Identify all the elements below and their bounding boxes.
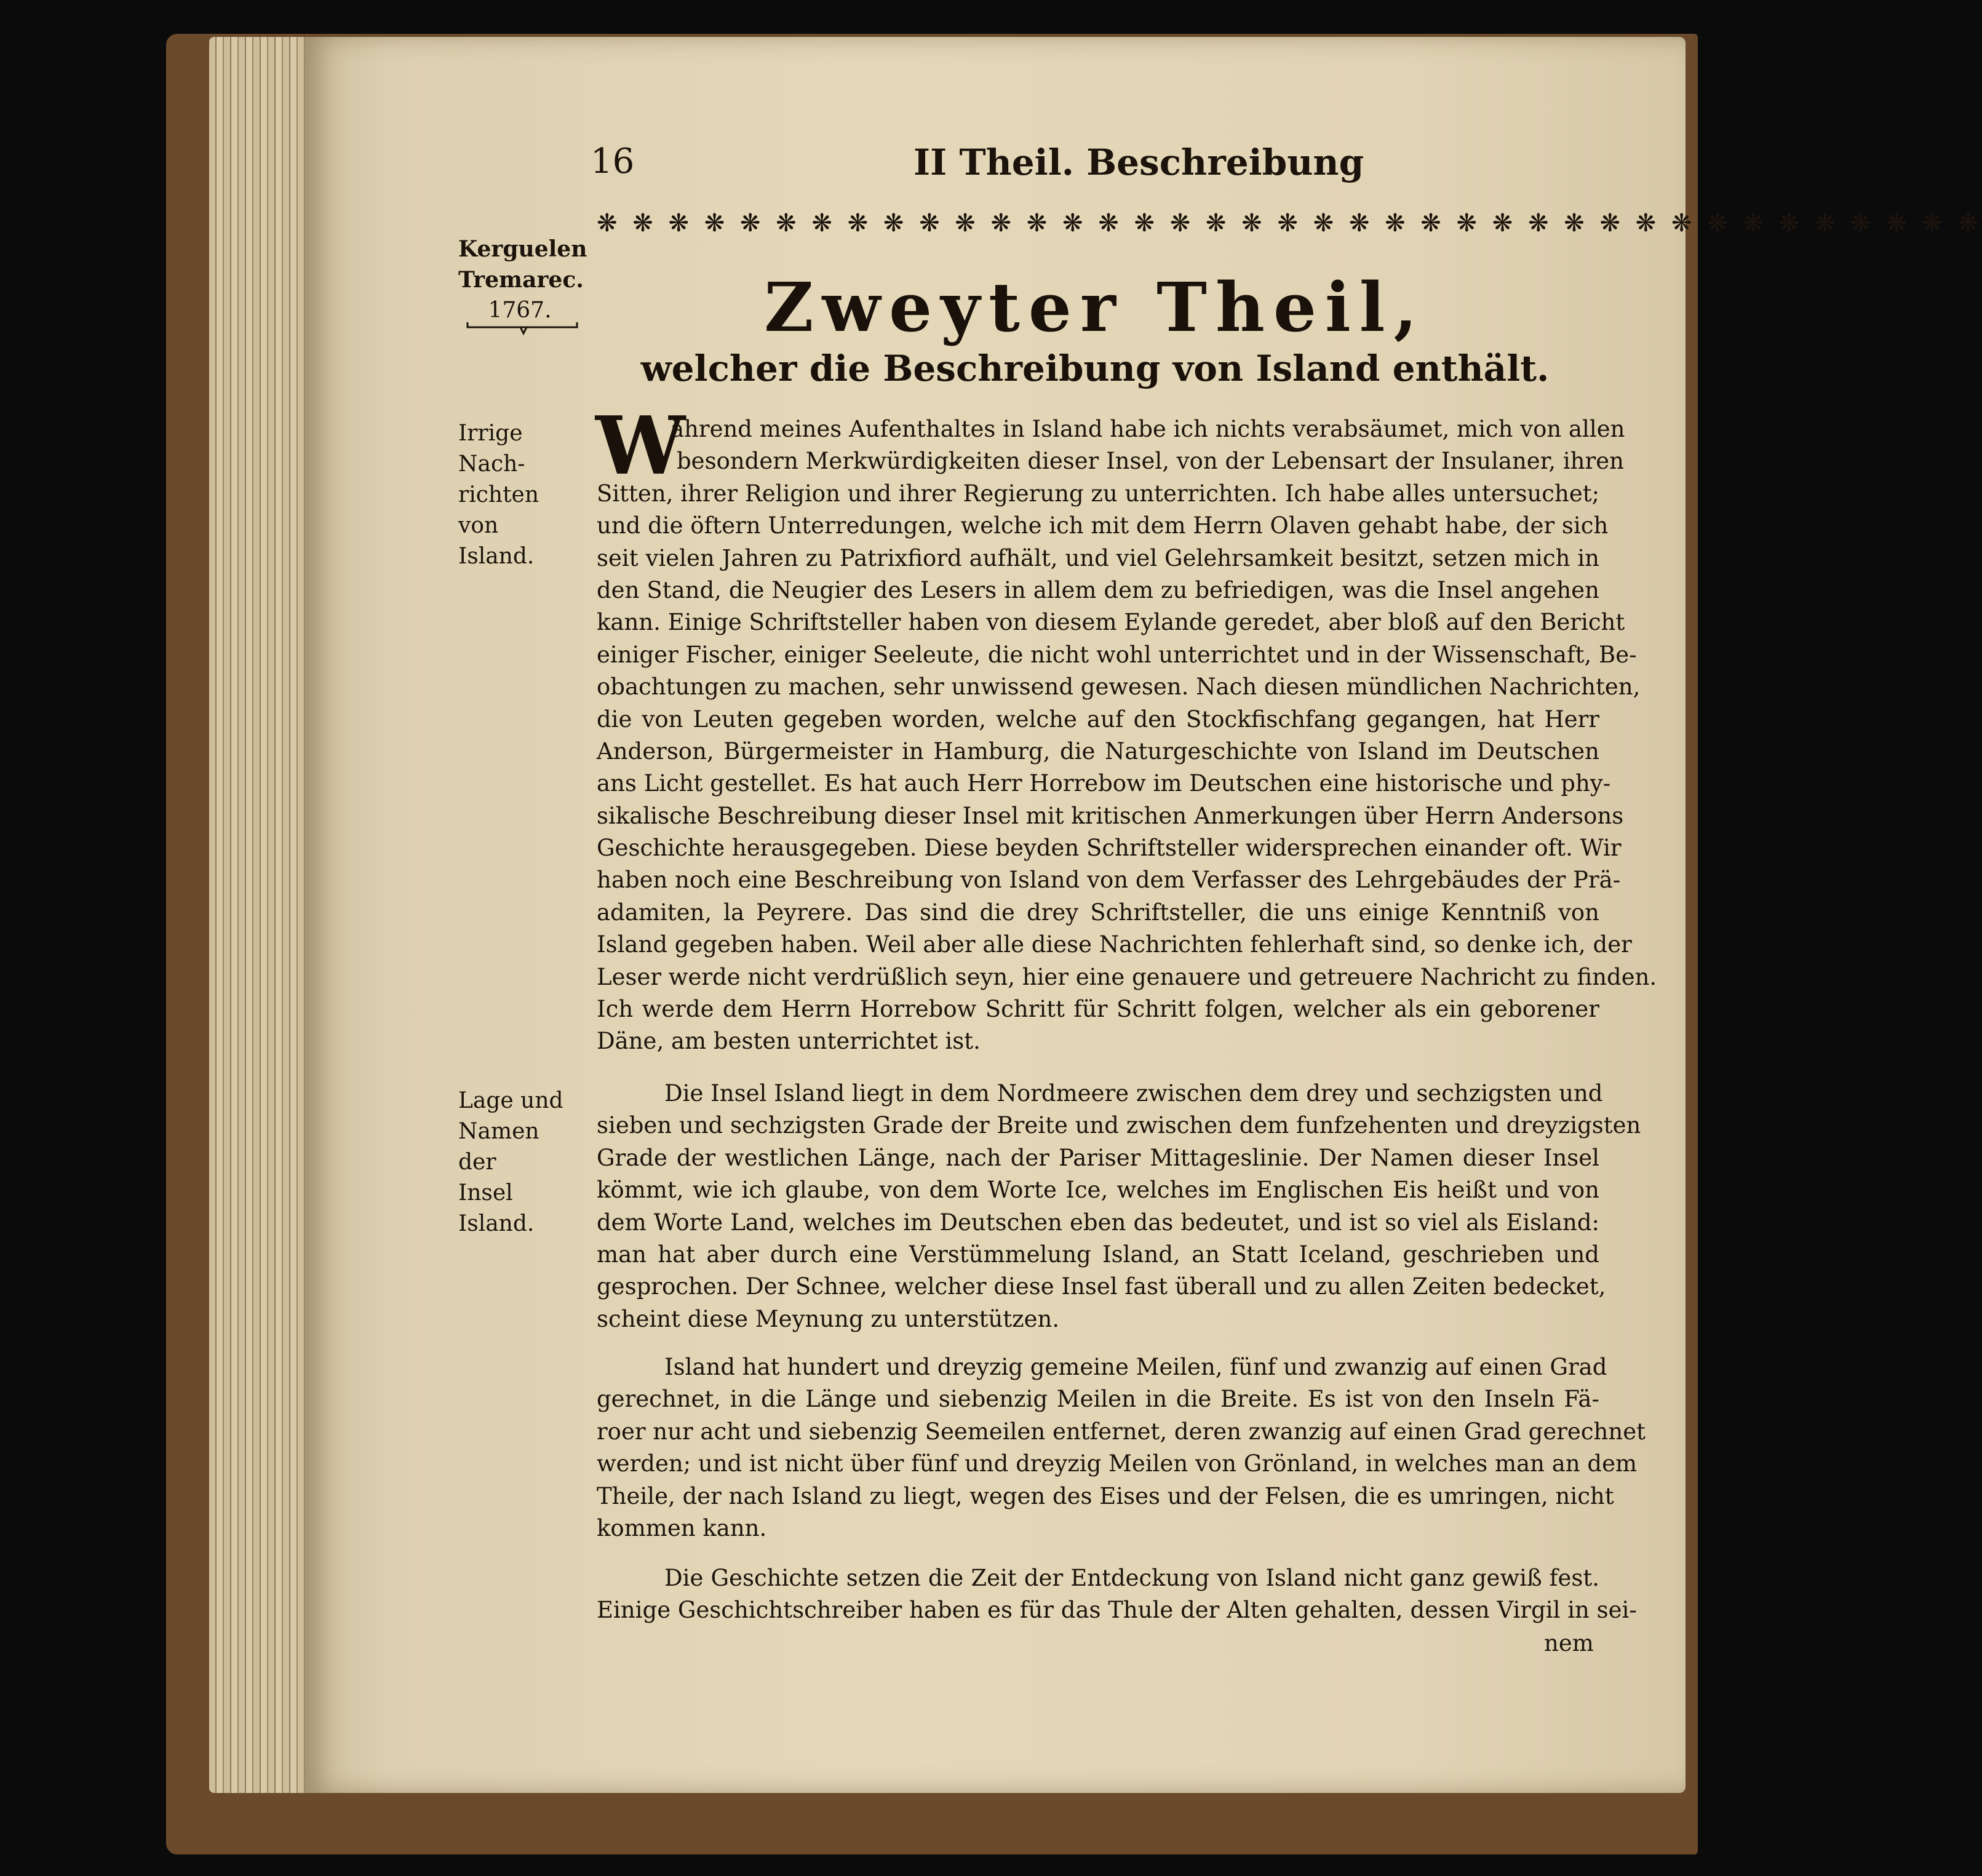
page-number: 16 <box>591 141 635 181</box>
margin-note-line: Lage und <box>458 1088 563 1113</box>
text-line: Theile, der nach Island zu liegt, wegen des Eises und der Felsen, die es umringen, nicht <box>597 1482 1614 1509</box>
text-line: Anderson, Bürgermeister in Hamburg, die Naturgeschichte von Island im Deutschen <box>597 737 1599 765</box>
margin-note-line: Tremarec. <box>458 267 584 293</box>
text-line: einiger Fischer, einiger Seeleute, die nicht wohl unterrichtet und in der Wissenschaft, Be- <box>597 641 1637 668</box>
margin-note-irrige <box>458 418 581 572</box>
paragraph-4 <box>597 1562 1637 1627</box>
section-subtitle: welcher die Beschreibung von Island enthält. <box>640 348 1550 389</box>
text-line: Die Insel Island liegt in dem Nordmeere zwischen dem drey und sechzigsten und <box>664 1080 1603 1107</box>
text-line: seit vielen Jahren zu Patrixfiord aufhält, und viel Gelehrsamkeit besitzt, setzen mich in <box>597 544 1599 571</box>
text-line: sikalische Beschreibung dieser Insel mit kritischen Anmerkungen über Herrn Andersons <box>597 802 1624 829</box>
text-line: besondern Merkwürdigkeiten dieser Insel, von der Lebensart der Insulaner, ihren <box>677 448 1624 475</box>
text-line: Die Geschichte setzen die Zeit der Entdeckung von Island nicht ganz gewiß fest. <box>664 1565 1599 1591</box>
text-line: obachtungen zu machen, sehr unwissend gewesen. Nach diesen mündlichen Nachrichten, <box>597 674 1641 701</box>
drop-cap: W <box>595 399 685 493</box>
margin-note-bracket <box>466 320 581 337</box>
text-line: und die öftern Unterredungen, welche ich mit dem Herrn Olaven gehabt habe, der sich <box>597 512 1609 539</box>
text-line: kömmt, wie ich glaube, von dem Worte Ice, welches im Englischen Eis heißt und von <box>597 1177 1599 1204</box>
ornament-rule: ❋ ❋ ❋ ❋ ❋ ❋ ❋ ❋ ❋ ❋ ❋ ❋ ❋ ❋ ❋ ❋ ❋ ❋ ❋ ❋ ❋ ❋ ❋ ❋ ❋ ❋ ❋ ❋ ❋ ❋ ❋ ❋ ❋ ❋ ❋ ❋ ❋ ❋ ❋ <box>597 209 1982 237</box>
margin-note-line: richten von <box>458 482 539 538</box>
text-line: Däne, am besten unterrichtet ist. <box>597 1028 981 1055</box>
text-line: gerechnet, in die Länge und siebenzig Meilen in die Breite. Es ist von den Inseln Fä- <box>597 1386 1599 1413</box>
margin-note-line: 1767. <box>488 298 552 323</box>
running-title: II Theil. Beschreibung <box>913 141 1364 183</box>
text-line: Island gegeben haben. Weil aber alle diese Nachrichten fehlerhaft sind, so denke ich, der <box>597 931 1632 958</box>
margin-note-author <box>458 234 587 326</box>
text-line: Einige Geschichtschreiber haben es für das Thule der Alten gehalten, dessen Virgil in sei- <box>597 1597 1637 1624</box>
text-line: Geschichte herausgegeben. Diese beyden Schriftsteller widersprechen einander oft. Wir <box>597 835 1622 862</box>
text-line: Grade der westlichen Länge, nach der Pariser Mittageslinie. Der Namen dieser Insel <box>597 1144 1599 1171</box>
text-line: Leser werde nicht verdrüßlich seyn, hier eine genauere und getreuere Nachricht zu finden. <box>597 963 1657 990</box>
text-line: die von Leuten gegeben worden, welche auf den Stockfischfang gegangen, hat Herr <box>597 705 1599 733</box>
text-line: scheint diese Meynung zu unterstützen. <box>597 1305 1060 1332</box>
paragraph-2 <box>597 1078 1641 1335</box>
margin-note-line: Irrige Nach- <box>458 421 525 477</box>
margin-note-line: Insel Island. <box>458 1180 535 1236</box>
catchword: nem <box>1544 1630 1594 1656</box>
text-line: kommen kann. <box>597 1514 767 1541</box>
text-line: gesprochen. Der Schnee, welcher diese Insel fast überall und zu allen Zeiten bedecket, <box>597 1273 1606 1300</box>
text-line: werden; und ist nicht über fünf und dreyzig Meilen von Grönland, in welches man an dem <box>597 1450 1638 1477</box>
text-line: kann. Einige Schriftsteller haben von diesem Eylande geredet, aber bloß auf den Bericht <box>597 609 1625 636</box>
margin-note-line: Island. <box>458 544 535 569</box>
text-line: dem Worte Land, welches im Deutschen eben das bedeutet, und ist so viel als Eisland: <box>597 1209 1599 1236</box>
text-line: den Stand, die Neugier des Lesers in allem dem zu befriedigen, was die Insel angehen <box>597 576 1599 603</box>
text-line: sieben und sechzigsten Grade der Breite und zwischen dem funfzehenten und dreyzigsten <box>597 1112 1641 1139</box>
paragraph-1 <box>597 413 1657 1058</box>
margin-note-line: Namen der <box>458 1119 539 1175</box>
page-header <box>591 141 1538 197</box>
text-line: haben noch eine Beschreibung von Island von dem Verfasser des Lehrgebäudes der Prä- <box>597 867 1621 894</box>
text-line: adamiten, la Peyrere. Das sind die drey Schriftsteller, die uns einige Kenntniß von <box>597 899 1599 926</box>
margin-note-line: Kerguelen <box>458 236 587 262</box>
text-line: Sitten, ihrer Religion und ihrer Regierung zu unterrichten. Ich habe alles untersuchet; <box>597 480 1600 507</box>
margin-note-lage <box>458 1086 581 1239</box>
text-line: Ich werde dem Herrn Horrebow Schritt für Schritt folgen, welcher als ein geborener <box>597 996 1599 1023</box>
text-line: ährend meines Aufenthaltes in Island habe ich nichts verabsäumet, mich von allen <box>671 416 1625 442</box>
text-line: ans Licht gestellet. Es hat auch Herr Horrebow im Deutschen eine historische und phy- <box>597 770 1611 797</box>
text-line: Island hat hundert und dreyzig gemeine Meilen, fünf und zwanzig auf einen Grad <box>664 1354 1607 1380</box>
section-title: Zweyter Theil, <box>764 268 1426 347</box>
text-line: roer nur acht und siebenzig Seemeilen entfernet, deren zwanzig auf einen Grad gerechnet <box>597 1418 1646 1445</box>
text-line: man hat aber durch eine Verstümmelung Island, an Statt Iceland, geschrieben und <box>597 1241 1599 1268</box>
paragraph-3 <box>597 1351 1646 1544</box>
